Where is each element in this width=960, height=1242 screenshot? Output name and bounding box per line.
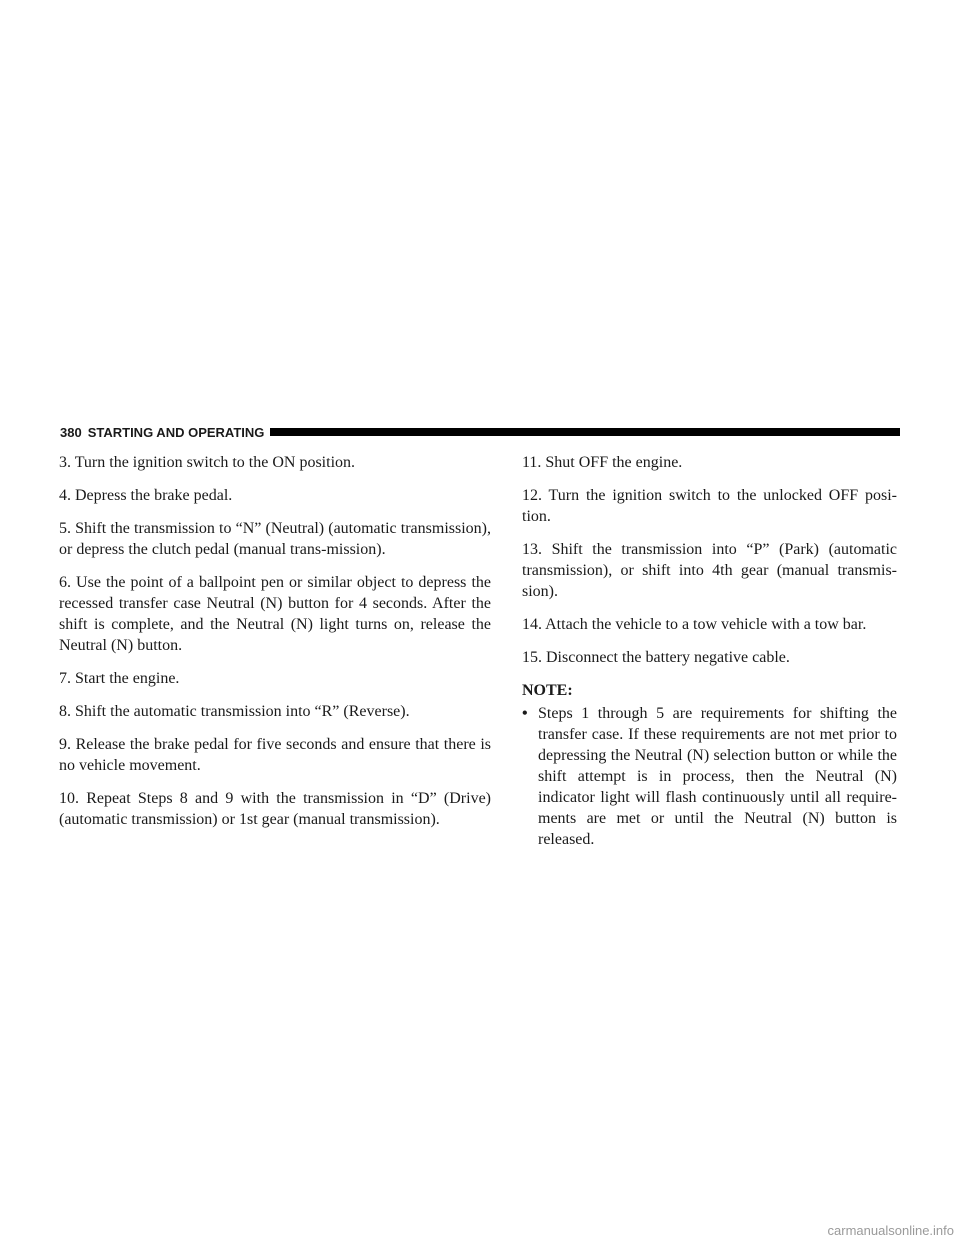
note-label: NOTE: [522,682,573,699]
step-3: 3. Turn the ignition switch to the ON position. [59,454,356,471]
page-header [60,423,900,441]
step-4: 4. Depress the brake pedal. [59,487,233,504]
step-8: 8. Shift the automatic transmission into “R” (Reverse). [59,703,410,720]
note-bullet-text: Steps 1 through 5 are requirements for shifting the transfer case. If these requirements are not met prior to depressing the Neutral (N) selection button or while the shift attempt is in process, then the Neutral (N) indicator light will flash continuously until all require-ments are met or until the Neutral (N) button is released. [538,705,897,848]
watermark: carmanualsonline.info [827,1223,954,1238]
step-15: 15. Disconnect the battery negative cable. [522,649,790,666]
header-rule [270,428,900,436]
right-column [522,452,897,850]
step-6: 6. Use the point of a ballpoint pen or similar object to depress the recessed transfer case Neutral (N) button for 4 seconds. After the shift is complete, and the Neutral (N) light turns on, release the Neutral (N) button. [59,574,491,654]
step-7: 7. Start the engine. [59,670,180,687]
step-13: 13. Shift the transmission into “P” (Park) (automatic transmission), or shift into 4th gear (manual transmis-sion). [522,541,897,600]
step-5: 5. Shift the transmission to “N” (Neutral) (automatic transmission), or depress the clutch pedal (manual trans-mission). [59,520,491,558]
note-bullet [522,703,897,850]
step-9: 9. Release the brake pedal for five seconds and ensure that there is no vehicle movement. [59,736,491,774]
step-10: 10. Repeat Steps 8 and 9 with the transmission in “D” (Drive) (automatic transmission) or 1st gear (manual transmission). [59,790,491,828]
step-14: 14. Attach the vehicle to a tow vehicle with a tow bar. [522,616,867,633]
step-12: 12. Turn the ignition switch to the unlocked OFF posi-tion. [522,487,897,525]
left-column [59,452,491,842]
page-number: 380 [60,424,82,440]
step-11: 11. Shut OFF the engine. [522,454,683,471]
bullet-icon: • [522,705,528,722]
section-title: STARTING AND OPERATING [87,424,265,440]
